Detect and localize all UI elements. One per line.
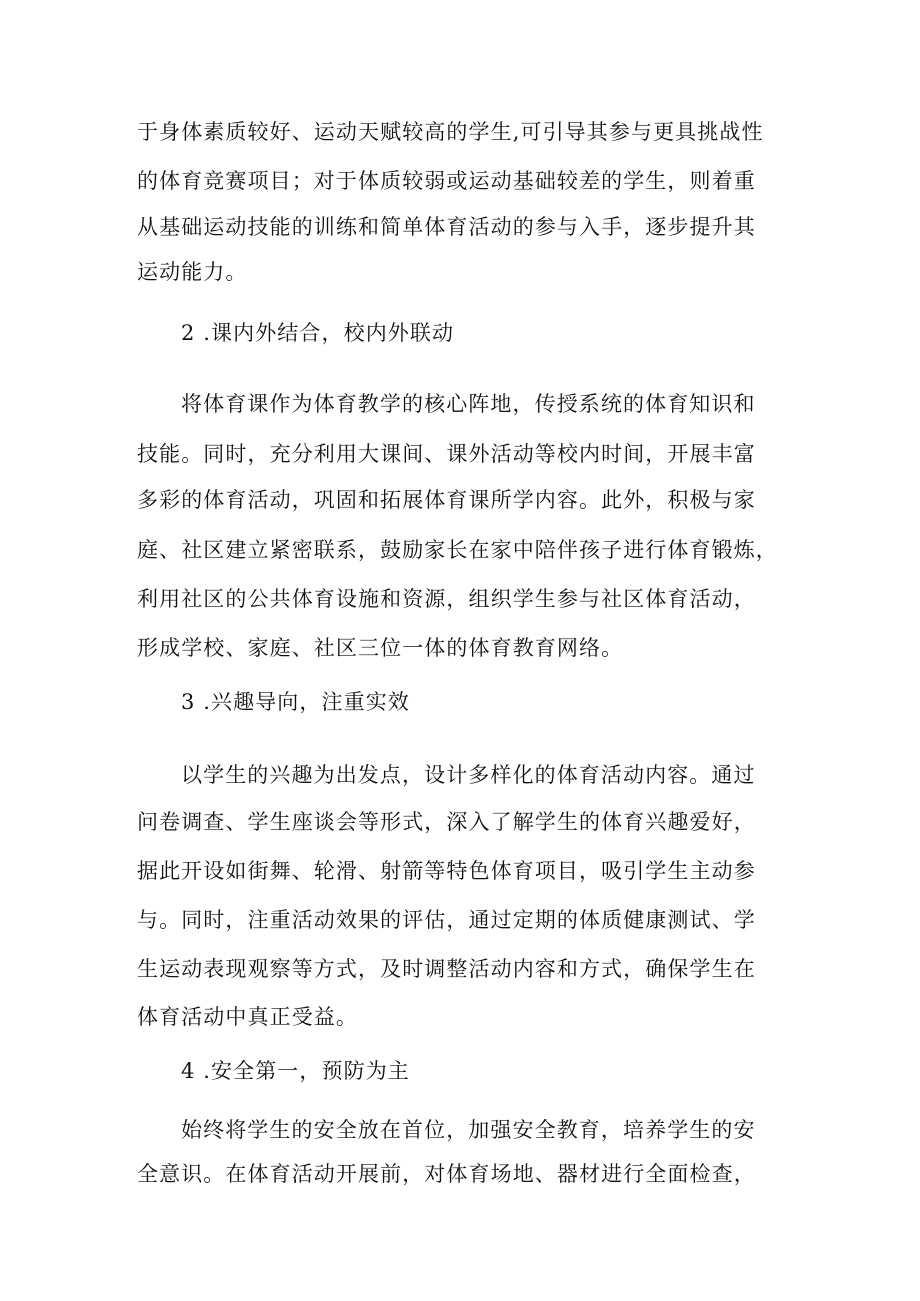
paragraph-line: 与。同时，注重活动效果的评估，通过定期的体质健康测试、学 [137,908,756,932]
paragraph-line: 于身体素质较好、运动天赋较高的学生,可引导其参与更具挑战性 [137,120,764,144]
paragraph-line: 技能。同时，充分利用大课间、课外活动等校内时间，开展丰富 [137,442,756,466]
paragraph-line: 以学生的兴趣为出发点，设计多样化的体育活动内容。通过 [181,763,756,787]
paragraph-line: 始终将学生的安全放在首位，加强安全教育，培养学生的安 [181,1118,756,1142]
paragraph-line: 问卷调查、学生座谈会等形式，深入了解学生的体育兴趣爱好， [137,810,756,834]
paragraph-line: 据此开设如街舞、轮滑、射箭等特色体育项目，吸引学生主动参 [137,859,756,883]
section-heading: 4 .安全第一，预防为主 [181,1059,410,1083]
paragraph-line: 形成学校、家庭、社区三位一体的体育教育网络。 [137,636,624,660]
paragraph-line: 的体育竞赛项目；对于体质较弱或运动基础较差的学生，则着重 [137,169,756,193]
section-heading: 3 .兴趣导向，注重实效 [181,690,410,714]
paragraph-line: 庭、社区建立紧密联系，鼓励家长在家中陪伴孩子进行体育锻炼， [137,538,778,562]
paragraph-line: 将体育课作为体育教学的核心阵地，传授系统的体育知识和 [181,392,756,416]
paragraph-line: 运动能力。 [137,260,248,284]
paragraph-line: 多彩的体育活动，巩固和拓展体育课所学内容。此外，积极与家 [137,488,756,512]
paragraph-line: 从基础运动技能的训练和简单体育活动的参与入手，逐步提升其 [137,215,756,239]
paragraph-line: 全意识。在体育活动开展前，对体育场地、器材进行全面检查， [137,1162,756,1186]
paragraph-line: 生运动表现观察等方式，及时调整活动内容和方式，确保学生在 [137,957,756,981]
section-heading: 2 .课内外结合，校内外联动 [181,321,455,345]
paragraph-line: 体育活动中真正受益。 [137,1005,358,1029]
paragraph-line: 利用社区的公共体育设施和资源，组织学生参与社区体育活动， [137,587,756,611]
